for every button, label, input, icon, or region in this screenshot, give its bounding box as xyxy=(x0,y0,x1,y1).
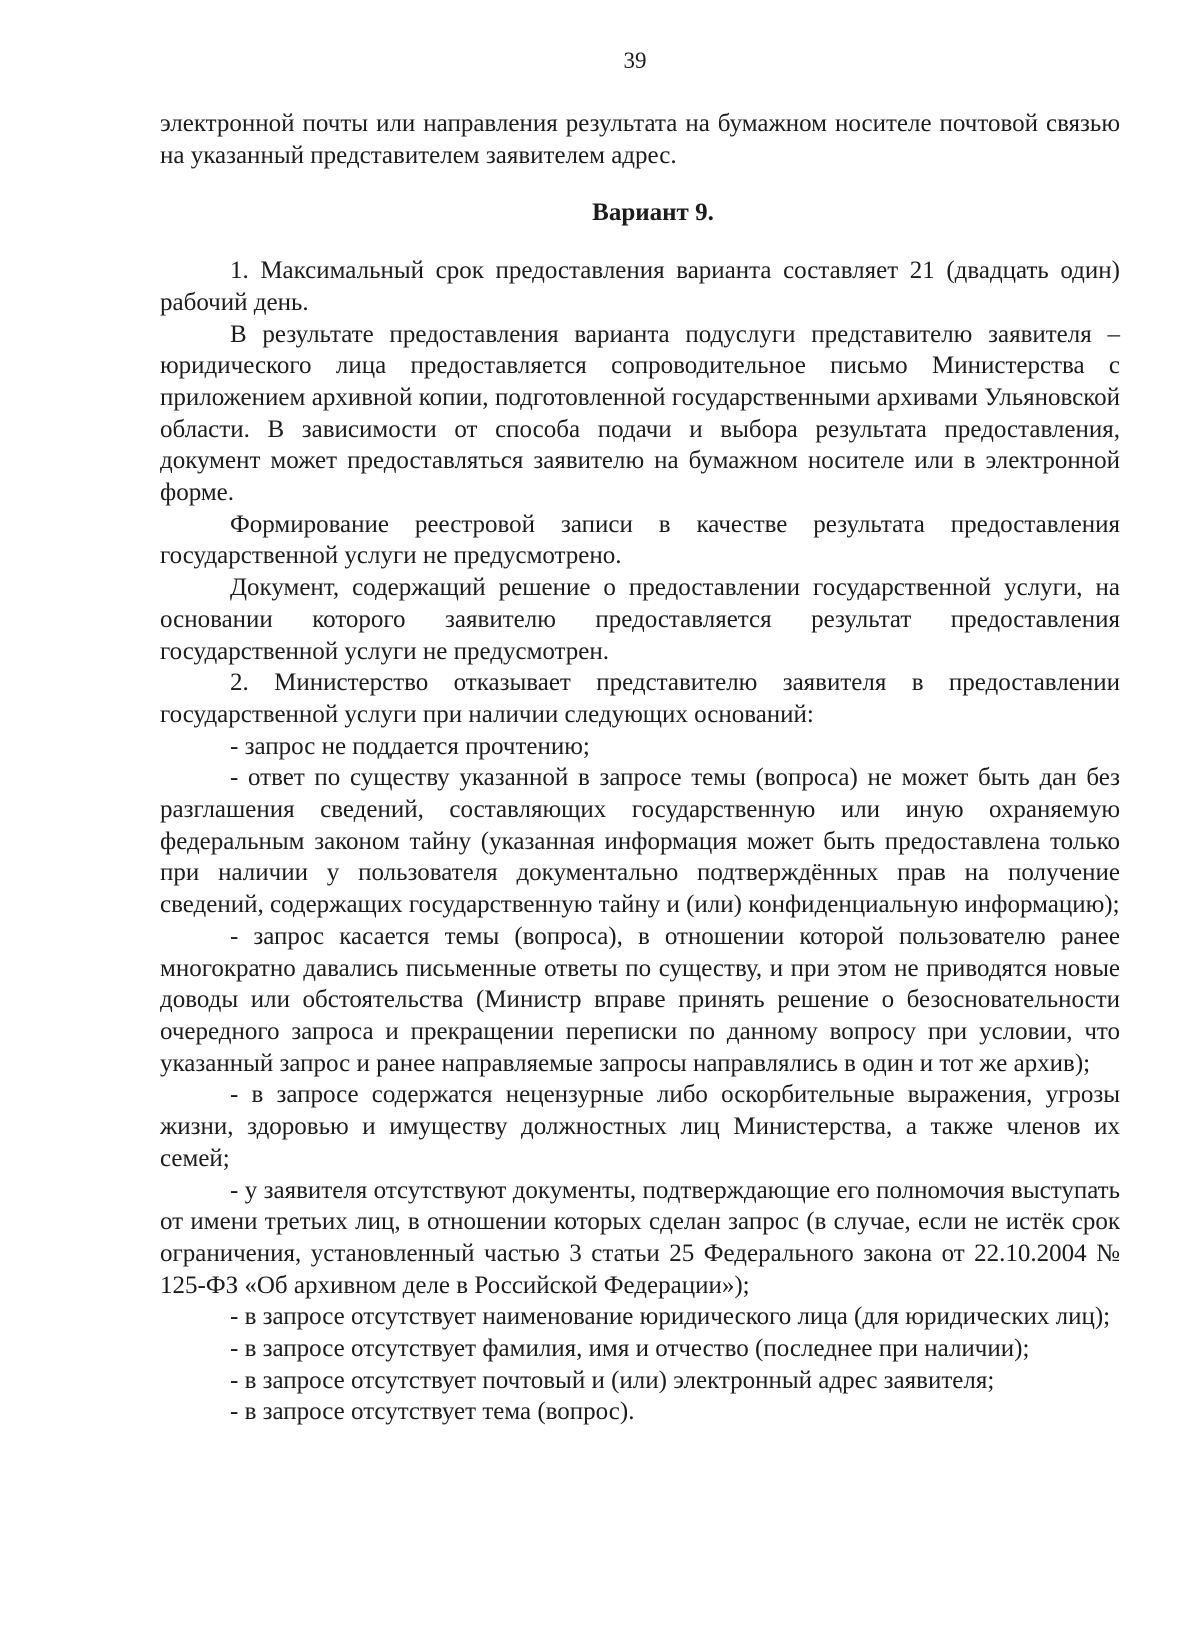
paragraph-refusal-intro: 2. Министерство отказывает представителю заявителя в предоставлении государственной услуги при наличии следующих оснований: xyxy=(160,669,1120,728)
refusal-ground-item: - ответ по существу указанной в запросе темы (вопроса) не может быть дан без разглашения сведений, составляющих государственную или иную охраняемую федеральным законом тайну (указанная информация может быть предоставлена только при наличии у пользователя документально подтверждённых прав на получение сведений, содержащих государственную тайну и (или) конфиденциальную информацию); xyxy=(160,764,1120,919)
page-number: 39 xyxy=(623,48,647,73)
document-body xyxy=(160,108,1120,1428)
paragraph-registry-record: Формирование реестровой записи в качестве результата предоставления государственной услуги не предусмотрено. xyxy=(160,510,1120,570)
refusal-ground-item: - запрос не поддается прочтению; xyxy=(230,732,590,760)
refusal-ground-item: - в запросе отсутствует фамилия, имя и отчество (последнее при наличии); xyxy=(230,1335,1030,1363)
refusal-ground-item: - в запросе отсутствует тема (вопрос). xyxy=(230,1398,635,1426)
section-heading: Вариант 9. xyxy=(592,199,714,227)
continuation-paragraph: электронной почты или направления результата на бумажном носителе почтовой связью на указанный представителем заявителем адрес. xyxy=(160,110,1120,169)
paragraph-decision-document: Документ, содержащий решение о предоставлении государственной услуги, на основании которого заявителю предоставляется результат предоставления государственной услуги не предусмотрен. xyxy=(160,574,1120,665)
refusal-ground-item: - в запросе отсутствует почтовый и (или) электронный адрес заявителя; xyxy=(230,1366,995,1394)
paragraph-result: В результате предоставления варианта подуслуги представителю заявителя – юридического лица предоставляется сопроводительное письмо Министерства с приложением архивной копии, подготовленной государственными архивами Ульяновской области. В зависимости от способа подачи и выбора результата предоставления, документ может предоставляться заявителю на бумажном носителе или в электронной форме. xyxy=(160,320,1120,507)
refusal-ground-item: - у заявителя отсутствуют документы, подтверждающие его полномочия выступать от имени третьих лиц, в отношении которых сделан запрос (в случае, если не истёк срок ограничения, установленный частью 3 статьи 25 Федерального закона от 22.10.2004 № 125-ФЗ «Об архивном деле в Российской Федерации»); xyxy=(160,1176,1120,1299)
refusal-ground-item: - запрос касается темы (вопроса), в отношении которой пользователю ранее многократно давались письменные ответы по существу, и при этом не приводятся новые доводы или обстоятельства (Министр вправе принять решение о безосновательности очередного запроса и прекращении переписки по данному вопросу при условии, что указанный запрос и ранее направляемые запросы направлялись в один и тот же архив); xyxy=(160,922,1120,1077)
refusal-ground-item: - в запросе отсутствует наименование юридического лица (для юридических лиц); xyxy=(230,1303,1111,1331)
paragraph-term: 1. Максимальный срок предоставления варианта составляет 21 (двадцать один) рабочий день. xyxy=(160,257,1120,316)
refusal-ground-item: - в запросе содержатся нецензурные либо оскорбительные выражения, угрозы жизни, здоровью и имуществу должностных лиц Министерства, а также членов их семей; xyxy=(160,1081,1120,1172)
